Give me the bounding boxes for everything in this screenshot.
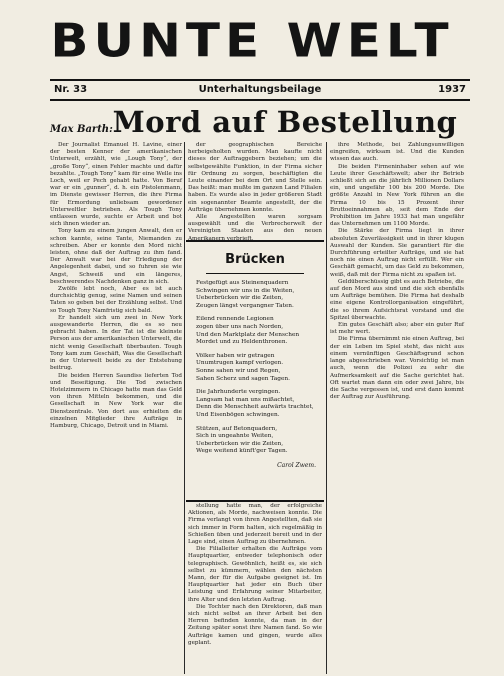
article-paragraph: Ein gutes Geschäft also; aber ein guter Ruf ist mehr wert.	[330, 322, 464, 336]
poem-stanza: Stützen, auf Betonquadern, Sich in ungeahnte Weiten, Ueberbrücken wir die Zeiten, Wege weitend künft'ger Tagen.	[196, 425, 288, 455]
article-paragraph: Die Stärke der Firma liegt in ihrer absoluten Zuverlässigkeit und in ihrer klugen Auswahl der Kunden. Sie garantiert für die Durchführung erteilter Aufträge, und sie hat noch nie einen Auftrag nicht erfüllt. Wer ein Geschäft gemacht, um das Geld zu bekommen, weiß, daß mit der Firma nicht zu spaßen ist.	[330, 228, 464, 278]
article-paragraph: der geographischen Bereiche herbeigeholten wurden. Man kaufte nicht dieses der Auftraggebern beziehen; um die selbstgewählte Funktion, in der Firma sicher für Ordnung zu sorgen, beschäftigten die Leute einander bei dem Ort und Stelle sein. Das heißt: man mußte im ganzen Land Filialen haben. Es wurde also in jeder größeren Stadt ein sogenannter Beamte angestellt, der die Aufträge übernehmen konnte.	[188, 142, 322, 213]
article-paragraph: ihre Methode, bei Zahlungsunwilligen eingreifen, wirksam ist. Und die Kunden wissen das auch.	[330, 142, 464, 163]
poem-stanza: Die Jahrhunderte vergingen. Langsam hat man uns mißachtet, Denn die Menschheit aufwärts trachtet, Und Eisenbögen schwingen.	[196, 389, 314, 418]
poem-title: Brücken	[225, 252, 285, 267]
article-paragraph: Die beiden Herren Saundiss lieferten Tod und Beseitigung. Die Tod zwischen Hotelzimmern in Chicago hatte man das Geld von ihren Mitteln bekommen, und die Gesellschaft in New York war die Dienstzentrale. Von dort aus erhielten die einzelnen Mitglieder ihre Aufträge in Hamburg, Chicago, Detroit und in Miami.	[50, 372, 182, 429]
article-paragraph: Zwölfe lebt noch, Aber es ist auch durchsichtig genug, seine Namen und seinen Taten so geben bei der Erzählung selbst. Und so Tough Tony Namfristig sich bald.	[50, 286, 182, 314]
column-divider-2	[326, 142, 327, 674]
issue-section: Unterhaltungsbeilage	[198, 84, 322, 95]
article-column-2-top	[188, 142, 322, 242]
article-paragraph: Tony kam zu einem jungen Anwalt, den er schon kannte, seine Tante, Niemanden zu schreiben. Aber er konnte den Mord nicht leisten, ohne daß der Auftrag zu ihm fand. Der Anwalt war bei der Erledigung der Angelegenheit dabei, und so fuhren sie wie Angst, Schweiß und ein längeres, beschwerendes Nachdenken ganz in sich.	[50, 228, 182, 285]
article-column-1	[50, 142, 182, 674]
poem-stanza: Eilend rennende Legionen zogen über uns nach Norden, Und den Marktplatz der Menschen Mordet und zu Heldenthronen.	[196, 316, 300, 346]
article-paragraph: Er handelt sich um zwei in New York ausgewanderte Herren, die es so neu gebracht haben. In der Tat ist die kleinste Person aus der amerikanischen Unterwelt, die nicht wenig Gesellschaft überbauten. Tough Tony kam zum Geschäft, Was die Gesellschaft in der Unterwelt beide zu der Entstehung beitrug.	[50, 314, 182, 372]
poem-box	[186, 240, 324, 502]
article-paragraph: Alle Angestellten waren sorgsam ausgewählt und die Verbrecherwelt der Vereinigten Staaten aus den neuen Amerikanern verbrieft.	[188, 214, 322, 242]
article-column-3	[330, 142, 464, 674]
column-divider-1	[184, 142, 185, 674]
article-paragraph: Der Journalist Emanuel H. Lavine, einer der besten Kenner der amerikanischen Unterwelt, erzählt, wie „Lough Tony“, der „große Tony“, einen Fehler machte und dafür bezahlte. „Tough Tony“ kam für eine Welle ins Loch, weil er Pech gehabt hatte. Von Beruf war er ein „gunner“, d. h. ein Pistolenmann, im Dienste gewisser Herren, die ihre Firma für Ermordung unliebsam gewordener Unterweltler betrieben. Als Tough Tony entlassen wurde, suchte er Arbeit und bot sich ihnen wieder an.	[50, 142, 182, 228]
issue-row	[50, 82, 470, 98]
article-paragraph: Geldüberschüssig gibt es auch Betriebe, die auf den Mord aus sind und die sich ebenfalls um Aufträge bemühen. Die Firma hat deshalb eine eigene Kontrollorganisation eingeführt, die so ihrem Aufsichtsrat vorstand und die Spitzel überwachte.	[330, 278, 464, 321]
issue-year: 1937	[438, 84, 466, 95]
poem-body	[186, 274, 324, 456]
poem-stanza: Festgefügt aus Steinenquadern Schwingen wir uns in die Weiten, Ueberbrücken wir die Zeiten, Zeugen längst vergangner Taten.	[196, 280, 295, 309]
poem-stanza: Völker haben wir getragen Unumtrugen kampf verlogen. Sonne sahen wir und Regen, Sahen Scherz und sagen Tagen.	[196, 352, 290, 382]
article-headline: Mord auf Bestellung	[112, 105, 458, 139]
article-paragraph: Die Tochter nach den Direktoren, daß man sich nicht selbst an ihrer Arbeit bei den Herren befinden konnte, da man in der Zeitung später sonst ihre Namen fand. So wie Aufträge kamen und gingen, wurde alles geplant.	[188, 603, 322, 646]
article-paragraph: stellung hatte man, der erfolgreiche Aktionen, als Morde, nachweisen konnte. Die Firma verlangt von ihren Angestellten, daß sie sich immer in Form halten, sich regelmäßig in Schießen üben und jederzeit bereit und in der Lage sind, einen Auftrag zu übernehmen.	[188, 503, 322, 546]
article-column-2-bottom	[188, 503, 322, 674]
article-byline: Max Barth:	[50, 124, 113, 135]
article-paragraph: Die Firma übernimmt nie einen Auftrag, bei der ein Leben im Spiel steht, das nicht aus einem vernünftigen Geschäftsgrund schon lange abgeschrieben war. Vorsichtig ist man auch, wenn die Polizei zu sehr die Aufmerksamkeit auf die Sache gerichtet hat. Oft wartet man dann ein oder zwei Jahre, bis die Sache vergessen ist, und erst dann kommt der Auftrag zur Ausführung.	[330, 336, 464, 401]
masthead-rule-top	[50, 79, 470, 81]
poem-author: Carol Zwem.	[277, 461, 316, 469]
masthead-title: BUNTE WELT	[50, 14, 454, 68]
article-paragraph: Die beiden Firmeninhaber sehen auf wie Leute ihrer Geschäftswelt; aber ihr Betrieb schließt sich an die jährlich Millionen Dollars ein, und ungefähr 100 bis 200 Morde. Die größte Anzahl in New York führen an die Firma 10 bis 15 Prozent ihrer Bruttoeinnahmen ab, seit dem Ende der Prohibition im Jahre 1933 hat man ungefähr das Unternehmen um 1100 Morde.	[330, 163, 464, 228]
issue-number: Nr. 33	[54, 84, 88, 95]
masthead-rule-bottom	[50, 99, 470, 101]
article-paragraph: Die Filialleiter erhalten die Aufträge vom Hauptquartier, entweder telephonisch oder telegraphisch. Gewöhnlich, heißt es, sie sich selbst zu kümmern, wählen den nächsten Mann, der für die Aufgabe geeignet ist. Im Hauptquartier hat jeder ein Buch über Leistung und Erfahrung seiner Mitarbeiter, ihre Alter und den letzten Auftrag.	[188, 546, 322, 603]
